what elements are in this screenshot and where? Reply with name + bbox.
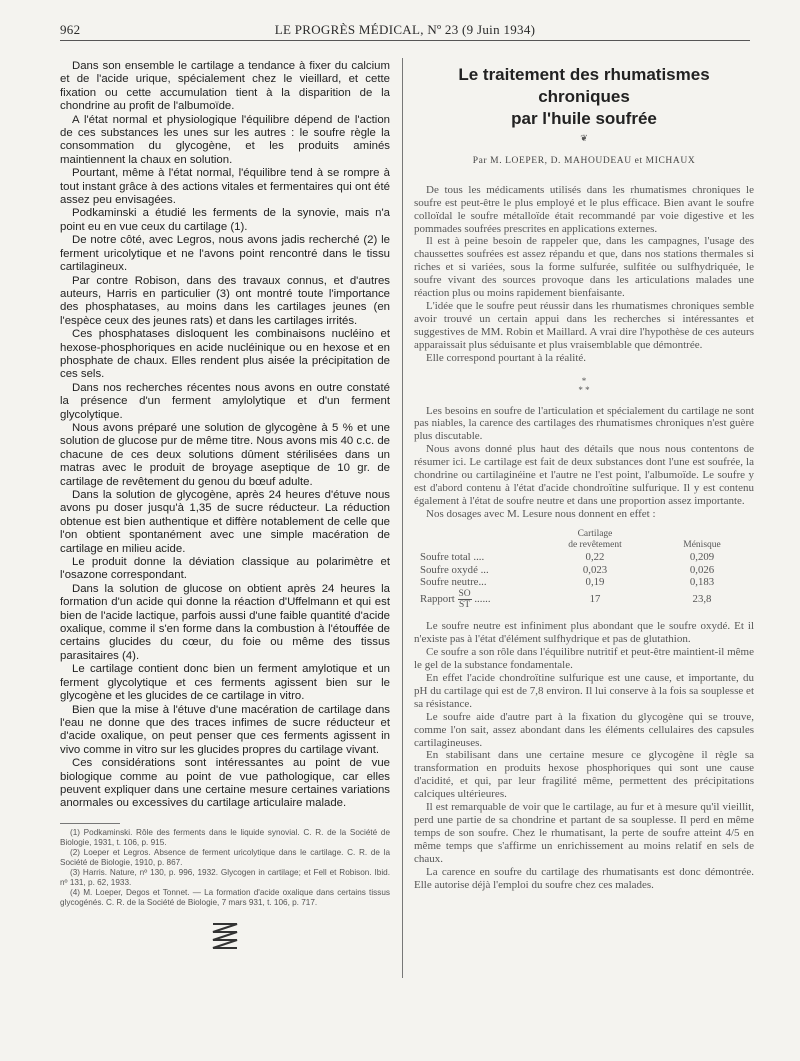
row-label: Soufre total .... bbox=[420, 550, 485, 563]
menisque-value: 23,8 bbox=[692, 593, 712, 606]
row-label: Soufre oxydé ... bbox=[420, 563, 489, 576]
table-row bbox=[414, 564, 754, 577]
paragraph: Dans nos recherches récentes nous avons en outre constaté la présence d'un ferment amylolytique et d'un ferment glycolytique. bbox=[60, 381, 390, 421]
menisque-value: 0,209 bbox=[689, 550, 715, 563]
table-header-cartilage bbox=[540, 529, 650, 551]
title-ornament: ❦ bbox=[580, 133, 588, 143]
paragraph: Ces phosphatases disloquent les combinaisons nucléino et hexose-phosphoriques en acide nucléinique ou en hexose et en phosphate de chaux. Elles rendent plus aisée la précipitation de ces sels. bbox=[60, 328, 390, 381]
article-authors: Par M. LOEPER, D. MAHOUDEAU et MICHAUX bbox=[472, 155, 696, 166]
paragraph: Bien que la mise à l'étuve d'une macération de cartilage dans l'eau ne donne que des traces infimes de sucre réducteur et d'acide oxalique, on peut penser que ces ferments agissent in vivo comme in vitro sur les glucides propres du cartilage vivant. bbox=[60, 703, 390, 756]
paragraph: Il est remarquable de voir que le cartilage, au fur et à mesure qu'il vieillit, perd une partie de sa chondrine et partant de sa souplesse. Il perd en même temps de son soufre. Chez le rhumatisant, la perte de soufre atteint 4/5 en même temps que s'affirme un enrichissement au moins relatif en sels de chaux. bbox=[414, 801, 754, 865]
footnotes bbox=[60, 828, 390, 908]
table-row bbox=[414, 551, 754, 564]
cartilage-value: 0,19 bbox=[585, 576, 605, 589]
ratio-fraction bbox=[458, 589, 472, 610]
left-column bbox=[60, 60, 390, 956]
footnote-rule bbox=[60, 823, 120, 824]
paragraph: De tous les médicaments utilisés dans les rhumatismes chroniques le soufre est peut-être le plus employé et le plus efficace. Bien avant le soufre colloïdal le soufre métalloïde était recommandé par voie digestive et les pommades soufrées prescrites en applications externes. bbox=[414, 183, 754, 235]
paragraph: Nous avons donné plus haut des détails que nous nous contentons de résumer ici. Le cartilage est fait de deux substances dont l'une est soufrée, la chondrine ou cartilaginéine et l'autre ne l'est point, l'albumoïde. Le soufre y est d'abord contenu à l'état d'acide chondroïtine sulfurique. Il y est contenu également à l'état de soufre neutre et dans une proportion assez importante. bbox=[414, 443, 754, 507]
paragraph: Elle correspond pourtant à la réalité. bbox=[426, 351, 587, 364]
table-header-menisque: Ménisque bbox=[683, 539, 721, 550]
asterism-top: * bbox=[581, 375, 587, 386]
sulfur-doses-table bbox=[414, 529, 754, 611]
header-cartilage-line2: de revêtement bbox=[568, 539, 622, 550]
menisque-value: 0,183 bbox=[689, 576, 715, 589]
paragraph: Podkaminski a étudié les ferments de la synovie, mais n'a point eu en vue ceux du cartilage (1). bbox=[60, 207, 390, 233]
table-row bbox=[414, 576, 754, 589]
ratio-label: Rapport bbox=[420, 593, 455, 606]
table-header-row bbox=[414, 529, 754, 551]
footnote: (4) M. Loeper, Degos et Tonnet. — La formation d'acide oxalique dans certains tissus glycogénés. C. R. de la Société de Biologie, 7 mars 931, t. 106, p. 717. bbox=[60, 887, 390, 907]
paragraph: A l'état normal et physiologique l'équilibre dépend de l'action de ces substances les unes sur les autres : le soufre règle la consommation du glycogène, et les produits aminés maintiennent la chaux en solution. bbox=[60, 113, 390, 166]
paragraph: Ce soufre a son rôle dans l'équilibre nutritif et peut-être maintient-il même le gel de la substance fondamentale. bbox=[414, 646, 754, 672]
paragraph: Le soufre aide d'autre part à la fixation du glycogène qui se trouve, comme l'on sait, assez abondant dans les éléments cellulaires des capsules cartilagineuses. bbox=[414, 710, 754, 749]
paragraph: Il est à peine besoin de rappeler que, dans les campagnes, l'usage des chaussettes soufrées est assez répandu et que, dans nos stations thermales si riches et si variées, sous la forme sulfurée, sulfitée ou sulfhydriquée, le soufre vivant des sources provoque dans les articulations malades une réaction plus ou moins rapidement bienfaisante. bbox=[414, 235, 754, 300]
paragraph: Nos dosages avec M. Lesure nous donnent en effet : bbox=[426, 507, 656, 520]
ratio-label-cell bbox=[414, 589, 540, 610]
paragraph: Les besoins en soufre de l'articulation et spécialement du cartilage ne sont pas niables, la carence des cartilages des rhumatismes chroniques n'est guère plus discutable. bbox=[414, 404, 754, 443]
paragraph: Dans la solution de glycogène, après 24 heures d'étuve nous avons pu doser jusqu'à 1,35 de sucre réducteur. La réduction obtenue est bien authentique et diffère notablement de celle que l'on obtient spontanément avec une simple macération de cartilage en milieu acide. bbox=[60, 489, 390, 555]
cartilage-value: 17 bbox=[589, 593, 601, 606]
menisque-value: 0,026 bbox=[689, 563, 715, 576]
end-mark-flourish bbox=[195, 918, 255, 952]
paragraph: Dans la solution de glucose on obtient après 24 heures la formation d'un acide qui donne la réaction d'Uffelmann et qui est bien de l'acide lactique, parfois aussi d'une faible quantité d'acide oxalique, comme il s'en forme dans la combustion à l'étouffée de certains glucides du cœur, du foie ou même des tissus parasitaires (4). bbox=[60, 582, 390, 662]
running-title: LE PROGRÈS MÉDICAL, Nº 23 (9 Juin 1934) bbox=[274, 22, 536, 37]
footnote: (1) Podkaminski. Rôle des ferments dans le liquide synovial. C. R. de la Société de Biologie, 1931, t. 106, p. 915. bbox=[60, 827, 390, 847]
ratio-dots: ...... bbox=[474, 593, 491, 606]
right-column bbox=[414, 60, 754, 891]
paragraph: En stabilisant dans une certaine mesure ce glycogène il règle sa transformation en produits hexose phosphoriques qui sont une cause d'acidité, et qui, par leur fragilité même, permettent des précipitations calciques ultérieures. bbox=[414, 749, 754, 801]
column-divider bbox=[402, 58, 403, 978]
article-title-line: Le traitement des rhumatismes chroniques bbox=[458, 65, 710, 106]
header-rule bbox=[60, 40, 750, 41]
asterism bbox=[414, 377, 754, 395]
paragraph: Dans son ensemble le cartilage a tendance à fixer du calcium et de l'acide urique, spécialement chez le vieillard, et cette fixation ou cette accumulation tient à la disparition de la chondrine au profit de l'albumoïde. bbox=[60, 60, 390, 113]
paragraph: L'idée que le soufre peut réussir dans les rhumatismes chroniques semble avoir trouvé un certain appui dans les recherches si intéressantes et suggestives de MM. Robin et Maillard. A vrai dire l'hypothèse de ces auteurs apparaissait plus séduisante et plus vraisemblable que démontrée. bbox=[414, 299, 754, 351]
paragraph: La carence en soufre du cartilage des rhumatisants est donc démontrée. Elle autorise déjà l'emploi du soufre chez ces malades. bbox=[414, 865, 754, 891]
row-label: Soufre neutre... bbox=[420, 576, 487, 589]
paragraph: Par contre Robison, dans des travaux connus, et d'autres auteurs, Harris en particulier (3) ont montré toute l'importance des phosphatases, au moins dans les cartilages jeunes (en l'espèce ceux des jeunes rats) et dans les cartilages irrités. bbox=[60, 274, 390, 327]
paragraph: En effet l'acide chondroïtine sulfurique est une cause, et importante, du pH du cartilage qui est de 7,8 environ. Il lui conserve à la fois sa souplesse et sa résistance. bbox=[414, 672, 754, 710]
paragraph: Le cartilage contient donc bien un ferment amylotique et un ferment glycolytique et ces ferments agissent bien sur le glycogène et les glucides de ce cartilage in vitro. bbox=[60, 663, 390, 703]
paragraph: Le soufre neutre est infiniment plus abondant que le soufre oxydé. Et il n'existe pas à l'état d'élément sulfhydrique et pas de glutathion. bbox=[414, 620, 754, 646]
paragraph: Le produit donne la déviation classique au polarimètre et l'osazone correspondant. bbox=[60, 556, 390, 582]
table-header-empty bbox=[414, 529, 540, 551]
asterism-bottom: * * bbox=[578, 384, 590, 395]
cartilage-value: 0,22 bbox=[585, 550, 605, 563]
article-title bbox=[414, 64, 754, 130]
paragraph: Nous avons préparé une solution de glycogène à 5 % et une solution de glucose pur de même titre. Nous avons mis 40 c.c. de chacune de ces deux solutions dûment stérilisées dans un matras avec le produit de broyage aseptique de 10 gr. de cartilage de revêtement du genou du bœuf adulte. bbox=[60, 421, 390, 488]
paragraph: Ces considérations sont intéressantes au point de vue biologique comme au point de vue pathologique, car elles peuvent expliquer dans une certaine mesure certaines variations anormales ou excessives du cartilage articulaire malade. bbox=[60, 757, 390, 810]
footnote: (3) Harris. Nature, nº 130, p. 996, 1932. Glycogen in cartilage; et Fell et Robison. Ibid. nº 131, p. 62, 1933. bbox=[60, 867, 390, 887]
paragraph: Pourtant, même à l'état normal, l'équilibre tend à se rompre à tout instant grâce à des actions vitales et fermentaires qui ont été assez peu envisagées. bbox=[60, 167, 390, 207]
article-title-line: par l'huile soufrée bbox=[511, 109, 657, 128]
paragraph: De notre côté, avec Legros, nous avons jadis recherché (2) le ferment uricolytique et ne l'avons point rencontré dans le tissu cartilagineux. bbox=[60, 234, 390, 274]
end-mark bbox=[60, 918, 390, 956]
footnote: (2) Loeper et Legros. Absence de ferment uricolytique dans le cartilage. C. R. de la Société de Biologie, 1910, p. 867. bbox=[60, 847, 390, 867]
page-number: 962 bbox=[60, 22, 81, 37]
ratio-numerator: SO bbox=[458, 589, 471, 600]
header-cartilage-line1: Cartilage bbox=[577, 528, 613, 539]
table-row-ratio bbox=[414, 589, 754, 610]
cartilage-value: 0,023 bbox=[582, 563, 608, 576]
ratio-denominator: ST bbox=[459, 600, 471, 611]
